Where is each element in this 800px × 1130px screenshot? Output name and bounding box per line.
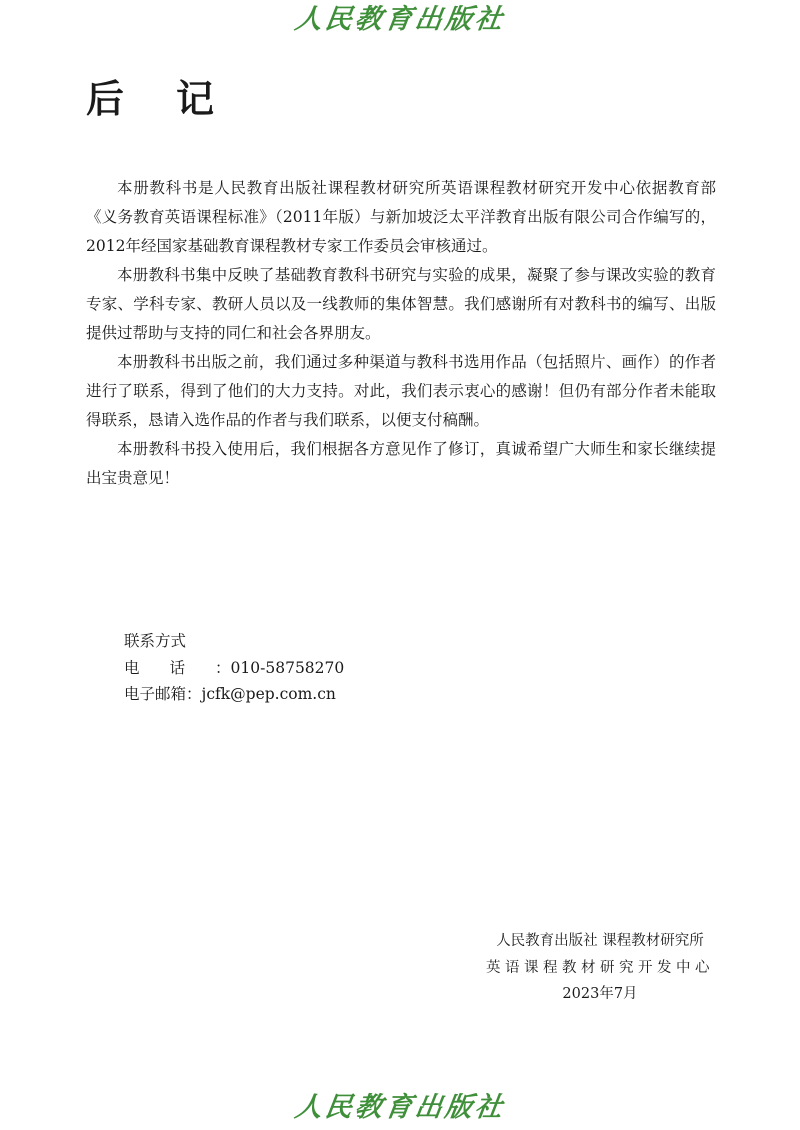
paragraph-1: 本册教科书是人民教育出版社课程教材研究所英语课程教材研究开发中心依据教育部《义务教育英语课程标准》（2011年版）与新加坡泛太平洋教育出版有限公司合作编写的，2012年经国家基础教育课程教材专家工作委员会审核通过。 (86, 179, 716, 255)
contact-block (124, 628, 344, 708)
signature-block (470, 928, 730, 1008)
email-colon: ： (186, 685, 202, 703)
signature-line-1: 人民教育出版社 课程教材研究所 (496, 933, 704, 949)
email-label: 电子邮箱 (124, 685, 187, 703)
contact-heading: 联系方式 (124, 632, 187, 650)
phone-label: 电话 (124, 658, 216, 677)
paragraph-4: 本册教科书投入使用后，我们根据各方意见作了修订，真诚希望广大师生和家长继续提出宝贵意见！ (86, 440, 716, 487)
afterword-body (86, 174, 716, 493)
page-title: 后记 (86, 77, 267, 121)
phone-value: 010-58758270 (230, 658, 345, 677)
publisher-logo-top: 人民教育出版社 (292, 4, 508, 35)
paragraph-2: 本册教科书集中反映了基础教育教科书研究与实验的成果，凝聚了参与课改实验的教育专家、学科专家、教研人员以及一线教师的集体智慧。我们感谢所有对教科书的编写、出版提供过帮助与支持的同仁和社会各界朋友。 (86, 266, 716, 342)
email-value: jcfk@pep.com.cn (201, 685, 336, 703)
contact-email-row (124, 681, 344, 708)
phone-colon: ： (215, 658, 231, 677)
paragraph-3: 本册教科书出版之前，我们通过多种渠道与教科书选用作品（包括照片、画作）的作者进行了联系，得到了他们的大力支持。对此，我们表示衷心的感谢！但仍有部分作者未能取得联系，恳请入选作品的作者与我们联系，以便支付稿酬。 (86, 353, 716, 429)
contact-phone-row (124, 655, 344, 682)
signature-date: 2023年7月 (562, 986, 638, 1002)
signature-line-2: 英语课程教材研究开发中心 (486, 959, 714, 976)
publisher-logo-bottom: 人民教育出版社 (292, 1092, 508, 1123)
